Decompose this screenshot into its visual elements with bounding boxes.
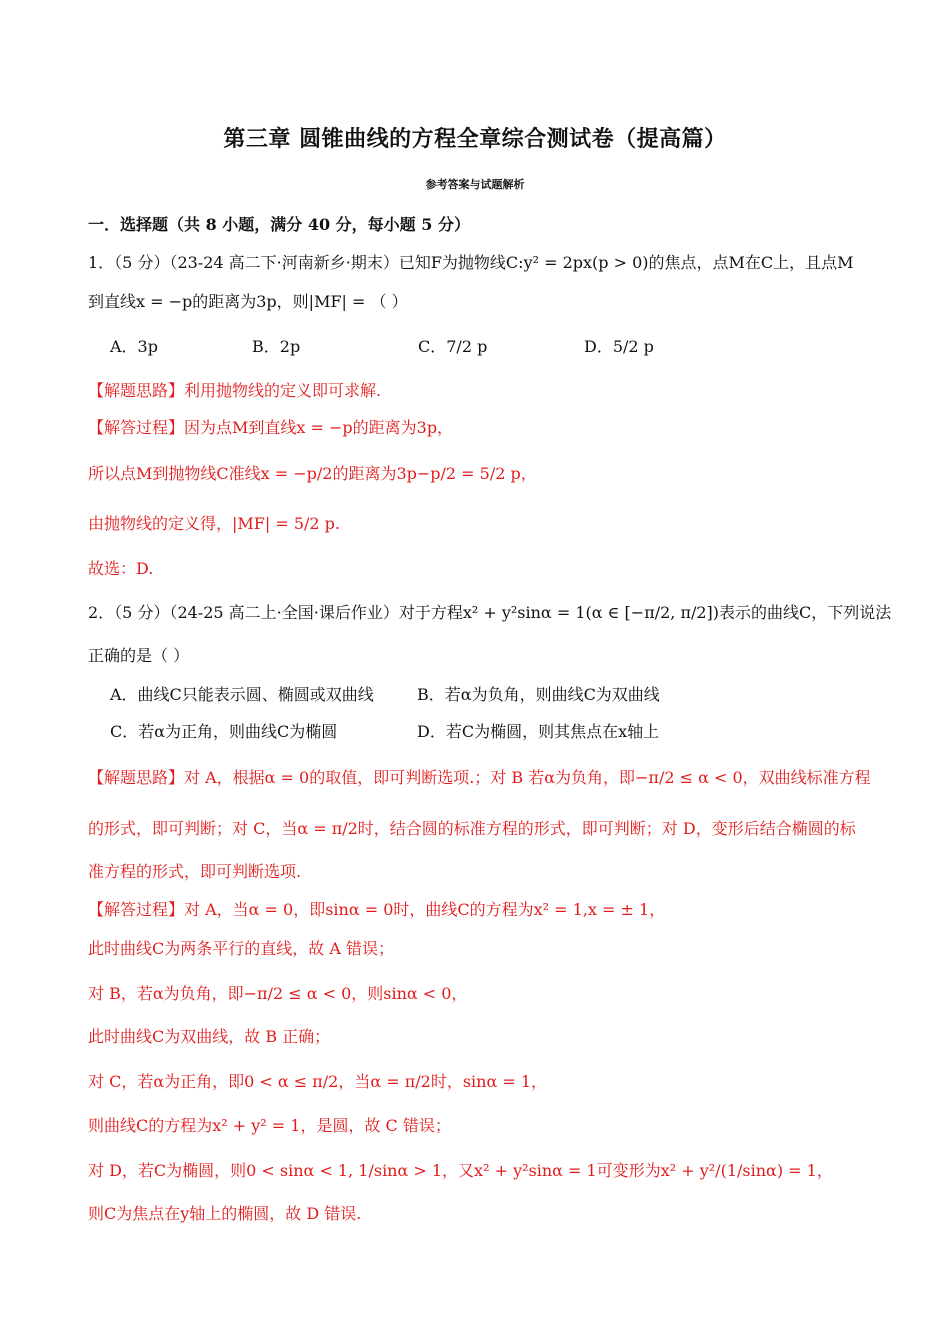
q2-option-d: D．若C为椭圆，则其焦点在x轴上 [417,722,660,741]
q2-process-line: 【解答过程】对 A，当α = 0，即sinα = 0时，曲线C的方程为x² = 1,x = ± 1， [88,900,666,919]
q2-process-line: 对 B，若α为负角，即−π/2 ≤ α < 0，则sinα < 0， [88,984,468,1003]
q2-idea-line: 的形式，即可判断；对 C，当α = π/2时，结合圆的标准方程的形式，即可判断；对 D，变形后结合椭圆的标 [88,819,856,838]
q2-stem-line2: 正确的是（ ） [88,646,190,665]
q2-idea-line: 准方程的形式，即可判断选项. [88,862,302,881]
document-subtitle: 参考答案与试题解析 [425,178,525,191]
q1-process-line: 由抛物线的定义得，|MF| = 5/2 p. [88,514,341,533]
document-title: 第三章 圆锥曲线的方程全章综合测试卷（提高篇） [223,126,727,152]
q2-stem-line1: 2．（5 分）（24-25 高二上·全国·课后作业）对于方程x² + y²sinα = 1(α ∈ [−π/2, π/2])表示的曲线C，下列说法 [88,603,892,622]
q1-answer: 故选：D. [88,559,154,578]
section-heading: 一．选择题（共 8 小题，满分 40 分，每小题 5 分） [88,215,470,234]
q1-option-b: B．2p [252,337,301,356]
q2-idea-line: 【解题思路】对 A，根据α = 0的取值，即可判断选项.；对 B 若α为负角，即−π/2 ≤ α < 0，双曲线标准方程 [88,768,871,787]
q1-stem-line2: 到直线x = −p的距离为3p，则|MF| = （ ） [88,292,408,311]
q1-solution-idea: 【解题思路】利用抛物线的定义即可求解. [88,381,382,400]
q2-process-line: 则曲线C的方程为x² + y² = 1，是圆，故 C 错误； [88,1116,451,1135]
q1-process-line: 【解答过程】因为点M到直线x = −p的距离为3p， [88,418,454,437]
q2-process-line: 此时曲线C为双曲线，故 B 正确； [88,1027,331,1046]
q1-stem-line1: 1．（5 分）（23-24 高二下·河南新乡·期末）已知F为抛物线C:y² = 2px(p > 0)的焦点，点M在C上，且点M [88,253,854,272]
q2-option-a: A．曲线C只能表示圆、椭圆或双曲线 [110,685,374,704]
q1-option-d: D．5/2 p [584,337,654,356]
q1-option-a: A．3p [110,337,158,356]
q2-process-line: 对 C，若α为正角，即0 < α ≤ π/2，当α = π/2时，sinα = 1， [88,1072,548,1091]
q1-option-c: C．7/2 p [418,337,488,356]
q2-process-line: 则C为焦点在y轴上的椭圆，故 D 错误. [88,1204,362,1223]
q1-process-line: 所以点M到抛物线C准线x = −p/2的距离为3p−p/2 = 5/2 p， [88,464,537,483]
q2-process-line: 此时曲线C为两条平行的直线，故 A 错误； [88,939,394,958]
q2-process-line: 对 D，若C为椭圆，则0 < sinα < 1, 1/sinα > 1，又x² + y²sinα = 1可变形为x² + y²/(1/sinα) = 1， [88,1161,833,1180]
q2-option-b: B．若α为负角，则曲线C为双曲线 [417,685,660,704]
q2-option-c: C．若α为正角，则曲线C为椭圆 [110,722,338,741]
